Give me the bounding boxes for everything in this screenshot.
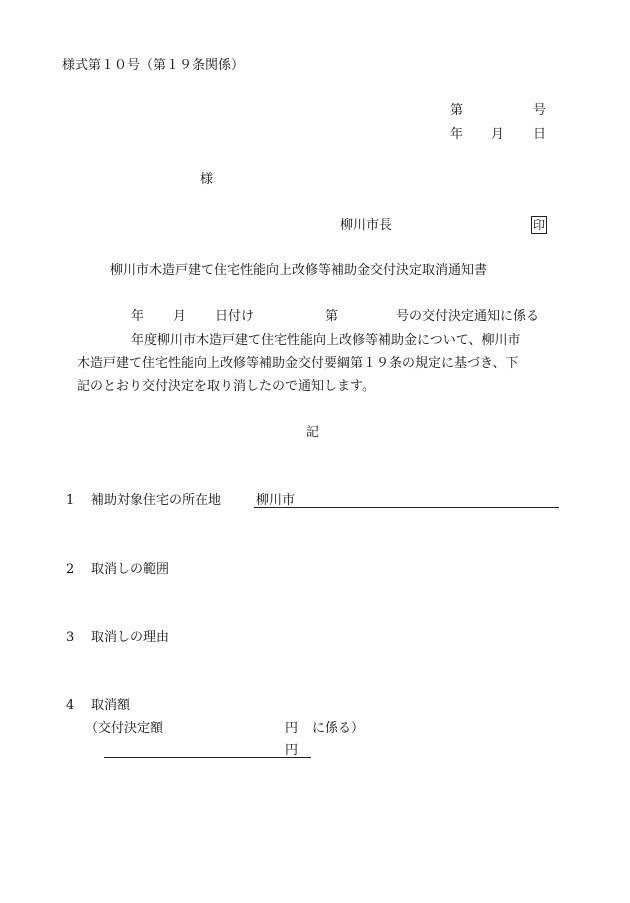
address-underline [254, 507, 559, 508]
number-go: 号 [533, 103, 547, 118]
seal-mark: 印 [532, 218, 545, 232]
number-dai: 第 [450, 103, 464, 118]
ki-heading: 記 [306, 425, 320, 440]
amount-paren-open: （交付決定額 [85, 721, 164, 736]
issuer-name: 柳川市長 [340, 218, 393, 233]
amount-yen-1: 円 [285, 721, 299, 736]
body-year: 年 [131, 309, 145, 324]
item-2-label: 取消しの範囲 [91, 562, 170, 577]
body-month: 月 [173, 309, 187, 324]
item-1-number: 1 [66, 493, 75, 508]
form-number: 様式第１０号（第１９条関係） [62, 58, 245, 73]
date-month: 月 [491, 127, 505, 142]
body-line1-rest: 号の交付決定通知に係る [396, 309, 540, 324]
date-day: 日 [533, 127, 547, 142]
item-4-number: 4 [66, 698, 75, 713]
item-1-value: 柳川市 [256, 493, 296, 508]
document-title: 柳川市木造戸建て住宅性能向上改修等補助金交付決定取消通知書 [110, 263, 488, 278]
amount-underline [104, 757, 311, 758]
body-dated: 日付け [215, 309, 255, 324]
item-4-label: 取消額 [91, 698, 131, 713]
item-3-label: 取消しの理由 [91, 630, 170, 645]
amount-kakaru: に係る） [312, 721, 365, 736]
date-year: 年 [450, 127, 464, 142]
item-1-label: 補助対象住宅の所在地 [91, 493, 222, 508]
body-line4: 記のとおり交付決定を取り消したので通知します。 [77, 379, 375, 394]
item-2-number: 2 [66, 562, 75, 577]
item-3-number: 3 [66, 630, 75, 645]
addressee-sama: 様 [200, 172, 214, 187]
body-dai: 第 [325, 309, 339, 324]
amount-yen-2: 円 [285, 743, 299, 758]
body-line3: 木造戸建て住宅性能向上改修等補助金交付要綱第１９条の規定に基づき、下 [77, 356, 519, 371]
body-line2: 年度柳川市木造戸建て住宅性能向上改修等補助金について、柳川市 [131, 333, 521, 348]
